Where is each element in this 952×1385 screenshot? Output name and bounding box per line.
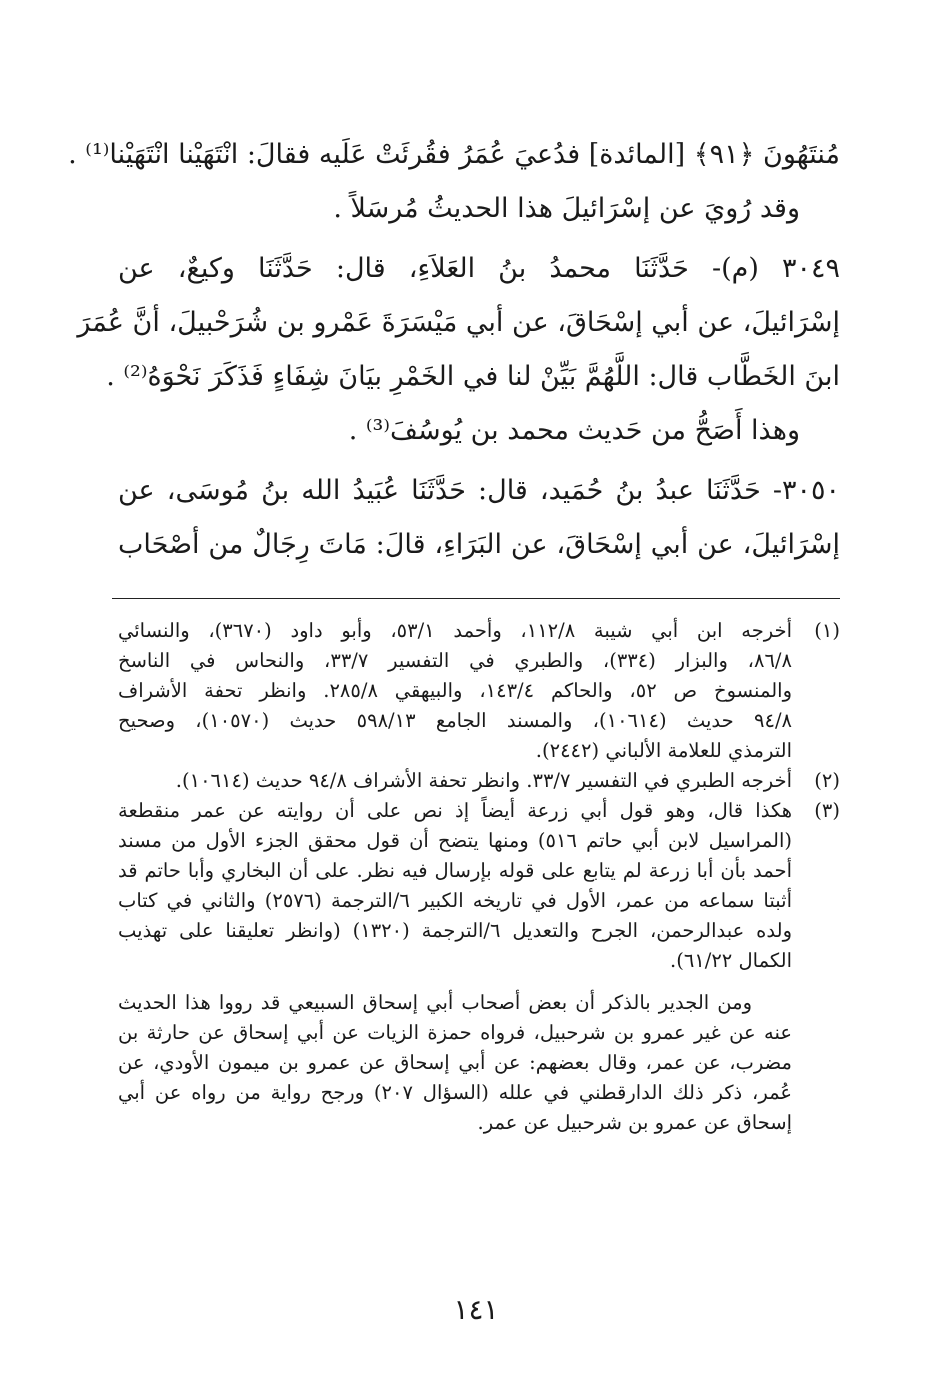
footnote-number: (٢) (814, 769, 840, 792)
main-text-line: مُنتَهُونَ ﴿٩١﴾ [المائدة] فدُعيَ عُمَرُ فقُرئَتْ عَلَيه فقالَ: انْتَهَيْنا انْتَهَيْنا⁽¹⁾ . (68, 139, 840, 170)
hadith-3049-line: إسْرَائيلَ، عن أبي إسْحَاقَ، عن أبي مَيْسَرَةَ عَمْرو بن شُرَحْبيلَ، أنَّ عُمَرَ (77, 307, 840, 338)
footnote-line: ٩٤/٨ حديث (١٠٦١٤)، والمسند الجامع ٥٩٨/١٣ حديث (١٠٥٧٠)، وصحيح (118, 709, 792, 732)
hadith-3050-line: إسْرَائيلَ، عن أبي إسْحَاقَ، عن البَرَاءِ، قالَ: مَاتَ رِجَالٌ من أصْحَاب (118, 529, 840, 560)
hadith-3049-line: ٣٠٤٩ (م)- حَدَّثَنَا محمدُ بنُ العَلاَءِ، قال: حَدَّثَنَا وكيعٌ، عن (118, 253, 840, 284)
footnote-line: أثبتا سماعه من عمر، الأول في تاريخه الكبير ٦/الترجمة (٢٥٧٦) والثاني في كتاب (118, 889, 792, 912)
hadith-3050-line: ٣٠٥٠- حَدَّثَنَا عبدُ بنُ حُمَيد، قال: حَدَّثَنَا عُبَيدُ الله بنُ مُوسَى، عن (118, 475, 840, 506)
footnote-divider (112, 598, 840, 599)
main-text (68, 128, 840, 572)
footnote-number: (٣) (814, 799, 840, 822)
footnote-1 (118, 616, 840, 766)
footnote-line: الكمال ٦١/٢٢). (670, 949, 792, 972)
footnote-line: ٨٦/٨، والبزار (٣٣٤)، والطبري في التفسير ٣٣/٧، والنحاس في الناسخ (118, 649, 792, 672)
page-number: ١٤١ (453, 1293, 499, 1326)
main-text-line: وقد رُويَ عن إسْرَائيلَ هذا الحديثُ مُرسَلاً . (333, 193, 800, 224)
footnote-2 (118, 766, 840, 796)
footnote-line: أخرجه ابن أبي شيبة ١١٢/٨، وأحمد ٥٣/١، وأبو داود (٣٦٧٠)، والنسائي (118, 619, 792, 642)
hadith-3049-line: ابنَ الخَطَّاب قال: اللَّهُمَّ بَيِّنْ لنا في الخَمْرِ بيَانَ شِفَاءٍ فَذَكَرَ نَحْوَهُ⁽²⁾ . (106, 361, 840, 392)
footnote-line: والمنسوخ ص ٥٢، والحاكم ١٤٣/٤، والبيهقي ٢٨٥/٨. وانظر تحفة الأشراف (118, 679, 792, 702)
footnote-line: أخرجه الطبري في التفسير ٣٣/٧. وانظر تحفة الأشراف ٩٤/٨ حديث (١٠٦١٤). (175, 769, 792, 792)
commentary-line: عنه عن غير عمرو بن شرحبيل، فرواه حمزة الزيات عن أبي إسحاق عن حارثة بن (118, 1021, 792, 1044)
footnote-commentary (118, 988, 840, 1138)
footnote-line: هكذا قال، وهو قول أبي زرعة أيضاً إذ نص على أن روايته عن عمر منقطعة (118, 799, 792, 822)
footnote-3 (118, 796, 840, 976)
footnote-line: الترمذي للعلامة الألباني (٢٤٤٢). (535, 739, 792, 762)
commentary-line: إسحاق عن عمرو بن شرحبيل عن عمر. (477, 1111, 792, 1134)
commentary-line: عُمر، ذكر ذلك الدارقطني في علله (السؤال ٢٠٧) ورجح رواية من رواه عن أبي (118, 1081, 792, 1104)
commentary-line: مضرب، عن عمر، وقال بعضهم: عن أبي إسحاق عن عمرو بن ميمون الأودي، عن (118, 1051, 792, 1074)
footnote-line: (المراسيل لابن أبي حاتم ٥١٦) ومنها يتضح أن قول محقق الجزء الأول من مسند (118, 829, 792, 852)
footnotes (118, 616, 840, 1138)
commentary-line: ومن الجدير بالذكر أن بعض أصحاب أبي إسحاق السبيعي قد رووا هذا الحديث (118, 991, 752, 1014)
footnote-number: (١) (814, 619, 840, 642)
main-text-line: وهذا أَصَحُّ من حَديث محمد بن يُوسُفَ⁽³⁾ . (348, 415, 800, 446)
footnote-line: أحمد بأن أبا زرعة لم يتابع على قوله بإرسال فيه نظر. على أن البخاري وأبا حاتم قد (118, 859, 792, 882)
footnote-line: ولده عبدالرحمن، الجرح والتعديل ٦/الترجمة (١٣٢٠) (وانظر تعليقنا على تهذيب (118, 919, 792, 942)
